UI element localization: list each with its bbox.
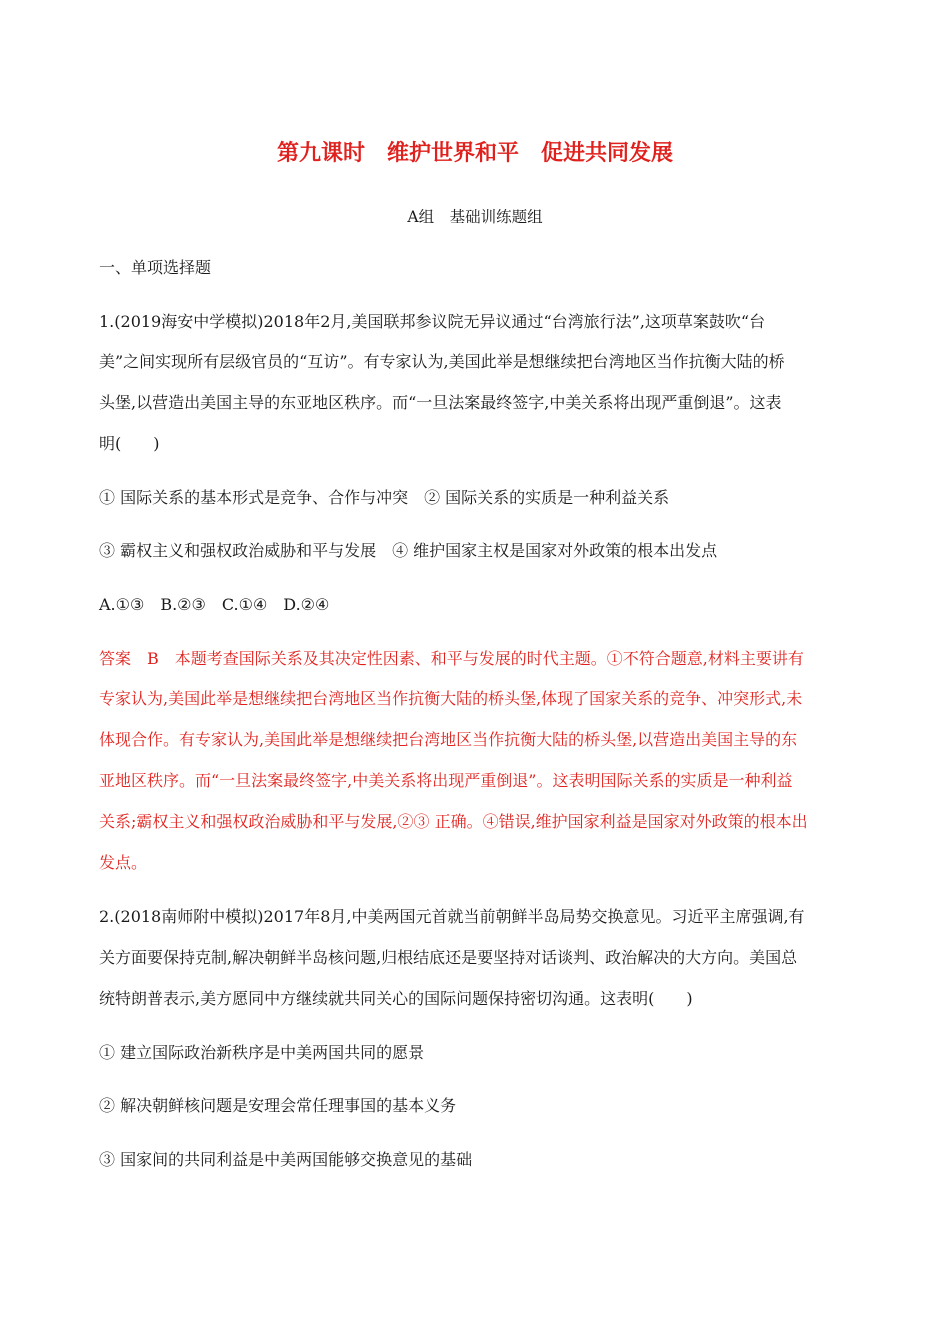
question-1-line: 头堡,以营造出美国主导的东亚地区秩序。而“一旦法案最终签字,中美关系将出现严重倒退”。这表 xyxy=(99,393,782,412)
group-heading: A组 基础训练题组 xyxy=(407,208,543,226)
answer-line: 答案 B 本题考查国际关系及其决定性因素、和平与发展的时代主题。①不符合题意,材料主要讲有 xyxy=(99,649,804,668)
answer-line: 专家认为,美国此举是想继续把台湾地区当作抗衡大陆的桥头堡,体现了国家关系的竞争、冲突形式,未 xyxy=(99,689,803,708)
answer-line: 亚地区秩序。而“一旦法案最终签字,中美关系将出现严重倒退”。这表明国际关系的实质是一种利益 xyxy=(99,771,793,790)
question-2-line: 统特朗普表示,美方愿同中方继续就共同关心的国际问题保持密切沟通。这表明( ) xyxy=(99,989,693,1008)
question-2-option-line: ② 解决朝鲜核问题是安理会常任理事国的基本义务 xyxy=(99,1096,457,1115)
question-2-option-line: ③ 国家间的共同利益是中美两国能够交换意见的基础 xyxy=(99,1150,473,1169)
question-2-option-line: ① 建立国际政治新秩序是中美两国共同的愿景 xyxy=(99,1043,425,1062)
section-heading: 一、单项选择题 xyxy=(99,258,212,277)
question-1-line: 明( ) xyxy=(99,434,160,453)
question-2-line: 2.(2018南师附中模拟)2017年8月,中美两国元首就当前朝鲜半岛局势交换意见。习近平主席强调,有 xyxy=(99,907,805,926)
question-1-option-line: ① 国际关系的基本形式是竞争、合作与冲突 ② 国际关系的实质是一种利益关系 xyxy=(99,488,670,507)
question-1-line: 1.(2019海安中学模拟)2018年2月,美国联邦参议院无异议通过“台湾旅行法”,这项草案鼓吹“台 xyxy=(99,312,766,331)
answer-line: 关系;霸权主义和强权政治威胁和平与发展,②③ 正确。④错误,维护国家利益是国家对外政策的根本出 xyxy=(99,812,808,831)
answer-line: 发点。 xyxy=(99,853,148,872)
question-1-choices: A.①③ B.②③ C.①④ D.②④ xyxy=(99,595,330,614)
answer-line: 体现合作。有专家认为,美国此举是想继续把台湾地区当作抗衡大陆的桥头堡,以营造出美国主导的东 xyxy=(99,730,798,749)
question-2-line: 关方面要保持克制,解决朝鲜半岛核问题,归根结底还是要坚持对话谈判、政治解决的大方向。美国总 xyxy=(99,948,798,967)
question-1-line: 美”之间实现所有层级官员的“互访”。有专家认为,美国此举是想继续把台湾地区当作抗衡大陆的桥 xyxy=(99,352,785,371)
page-title: 第九课时 维护世界和平 促进共同发展 xyxy=(276,141,673,166)
question-1-option-line: ③ 霸权主义和强权政治威胁和平与发展 ④ 维护国家主权是国家对外政策的根本出发点 xyxy=(99,541,718,560)
